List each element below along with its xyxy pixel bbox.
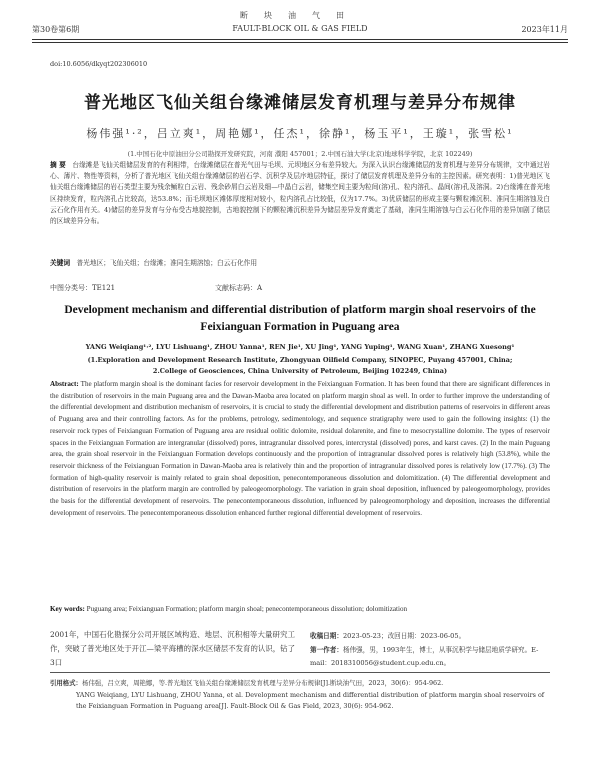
keywords-en bbox=[50, 604, 550, 615]
issue-date: 2023年11月 bbox=[521, 25, 568, 34]
citation-rule bbox=[50, 672, 550, 673]
authors-en: YANG Weiqiang¹·², LYU Lishuang¹, ZHOU Yanna¹, REN Jie¹, XU Jing¹, YANG Yuping¹, WANG Xuan¹, ZHANG Xuesong¹ bbox=[85, 343, 515, 351]
affiliation-cn: (1.中国石化中原油田分公司勘探开发研究院，河南 濮阳 457001；2.中国石油大学(北京)地球科学学院，北京 102249) bbox=[127, 150, 473, 158]
citation-block bbox=[50, 678, 550, 713]
abstract-en bbox=[50, 379, 550, 519]
abstract-en-text: The platform margin shoal is the dominant facies for reservoir development in the Feixianguan Formation. It has been found that there are significant differences in the distribution of reservoirs in the main Puguang area and the Dawan-Maoba area located on platform margin shoal as well. In order to further improve the understanding of the differential development and distribution mechanism of reservoirs, it is crucial to study the differential development and distribution patterns of reservoirs in different areas of Puguang area and their controlling factors. As for the problems, petrology, sedimentology, and sequence stratigraphy were used to gain the following insights: (1) the reservoir rock types of Feixianguan Formation of Puguang area are residual oolitic dolomite, residual dolarenite, and fine to mesocrystalline dolomite. The types of reservoir spaces in the Feixianguan Formation are intergranular (dissolved) pores, intragranular dissolved pores, intercrystal (dissolved) pores, and karst caves. (2) In the main Puguang area, the grain shoal reservoir in the Feixianguan Formation develops continuously and the proportion of intragranular dissolved pores is relatively high (53.8%), while the reservoir thickness of the Feixianguan Formation in Dawan-Maoba area is relatively thin and the proportion of intragranular dissolved pores is relatively low (17.7%). (3) The formation of high-quality reservoir is mainly related to grain shoal deposition, penecontemporaneous dissolution and dolomitization. (4) The differential development and distribution of reservoirs in the platform margin are controlled by paleogeomorphology. The variation in grain shoal deposition, influenced by paleogeomorphology, provides the basis for the differential development of reservoirs. The penecontemporaneous dissolution, influenced by paleogeomorphology and deposition, increases the differential development of reservoirs. The penecontemporaneous dissolution enhanced further regional differential development of reservoirs. bbox=[50, 380, 550, 517]
received-date bbox=[310, 630, 555, 644]
clc-value: TE121 bbox=[92, 284, 116, 292]
title-en: Development mechanism and differential distribution of platform margin shoal reservoirs of the Feixianguan Formation in Puguang area bbox=[64, 304, 536, 333]
abstract-en-label: Abstract: bbox=[50, 380, 79, 388]
received-value: 2023-05-23；改回日期：2023-06-05。 bbox=[342, 632, 466, 640]
running-header bbox=[32, 24, 568, 36]
doc-code-value: A bbox=[257, 284, 263, 292]
abstract-cn bbox=[50, 160, 550, 227]
first-author-label: 第一作者： bbox=[310, 645, 343, 654]
keywords-cn-label: 关键词 bbox=[50, 259, 71, 267]
abstract-cn-text: 台缘滩是飞仙关组储层发育的有利相带，台缘滩储层在普光气田与毛坝、元坝地区分布差异较大。为深入认识台缘滩储层的发育机理与差异分布规律，文中通过岩心、薄片、物性等资料，分析了普光地区飞仙关组台缘滩储层的岩石学、沉积学及层序地层特征，探讨了储层发育机理及差异分布的主控因素。研究表明：1)普光地区飞仙关组台缘滩储层的岩石类型主要为残余鲕粒白云岩、残余砂屑白云岩及细—中晶白云岩，储集空间主要为粒间(溶)孔、粒内溶孔、晶间(溶)孔及溶洞。2)台缘滩在普光地区持续发育，粒内溶孔占比较高，达53.8%；而毛坝地区滩体厚度相对较小，粒内溶孔占比较低，仅为17.7%。3)优质储层的形成主要与颗粒滩沉积、准同生期溶蚀及白云石化作用有关。4)储层的差异发育与分布受古地貌控制，古地貌控制下的颗粒滩沉积差异为储层差异发育奠定了基础，准同生期溶蚀与白云石化作用的差异加剧了储层的区域差异分布。 bbox=[50, 161, 550, 226]
citation-cn-text: 杨伟强，吕立爽，周艳娜，等.普光地区飞仙关组台缘滩储层发育机理与差异分布规律[J].断块油气田，2023，30(6)：954-962. bbox=[81, 679, 444, 687]
citation-en: YANG Weiqiang, LYU Lishuang, ZHOU Yanna, et al. Development mechanism and differential distribution of platform margin shoal reservoirs of the Feixianguan Formation in Puguang area[J]. Fault-Block Oil & Gas Field, 2023, 30(6): 954-962. bbox=[76, 690, 545, 710]
keywords-cn bbox=[50, 258, 550, 269]
affiliation-en-2: 2.College of Geosciences, China University of Petroleum, Beijing 102249, China) bbox=[152, 367, 448, 375]
doc-code-label: 文献标志码： bbox=[215, 284, 257, 292]
keywords-en-label: Key words: bbox=[50, 605, 85, 613]
volume-issue: 第30卷第6期 bbox=[32, 25, 80, 34]
title-cn: 普光地区飞仙关组台缘滩储层发育机理与差异分布规律 bbox=[84, 93, 516, 113]
received-label: 收稿日期： bbox=[310, 632, 343, 640]
first-author-value: 杨伟强，男，1993年生，博士，从事沉积学与储层地质学研究。E-mail：2018310056@student.cup.edu.cn。 bbox=[310, 645, 539, 667]
citation-cn bbox=[50, 678, 550, 690]
journal-name-en: FAULT-BLOCK OIL & GAS FIELD bbox=[232, 24, 368, 33]
article-footnote bbox=[310, 630, 555, 671]
affiliation-en-1: (1.Exploration and Development Research Institute, Zhongyuan Oilfield Company, SINOPEC, Puyang 457001, China; bbox=[87, 356, 513, 364]
body-intro: 2001年，中国石化勘探分公司开展区域构造、地层、沉积相等大量研究工作，突破了普光地区处于开江—梁平海槽的深水区储层不发育的认识，钻了3口 bbox=[50, 630, 295, 667]
header-rule bbox=[32, 39, 568, 40]
first-author bbox=[310, 644, 555, 671]
keywords-cn-text: 普光地区；飞仙关组；台缘滩；准同生期溶蚀；白云石化作用 bbox=[76, 259, 258, 267]
authors-cn: 杨伟强¹·²，吕立爽¹，周艳娜¹，任杰¹，徐静¹，杨玉平¹，王璇¹，张雪松¹ bbox=[86, 127, 514, 140]
journal-name-cn: 断块油气田 bbox=[240, 11, 360, 20]
affiliation-en bbox=[40, 355, 560, 377]
clc-label: 中图分类号： bbox=[50, 284, 92, 292]
header-rule-thin bbox=[32, 42, 568, 43]
document-code bbox=[215, 283, 262, 293]
doi: doi:10.6056/dkyqt202306010 bbox=[50, 60, 148, 68]
keywords-en-text: Puguang area; Feixianguan Formation; platform margin shoal; penecontemporaneous dissolution; dolomitization bbox=[86, 605, 408, 613]
citation-label: 引用格式： bbox=[50, 679, 82, 687]
abstract-cn-label: 摘 要 bbox=[50, 161, 66, 169]
clc-number bbox=[50, 283, 115, 293]
